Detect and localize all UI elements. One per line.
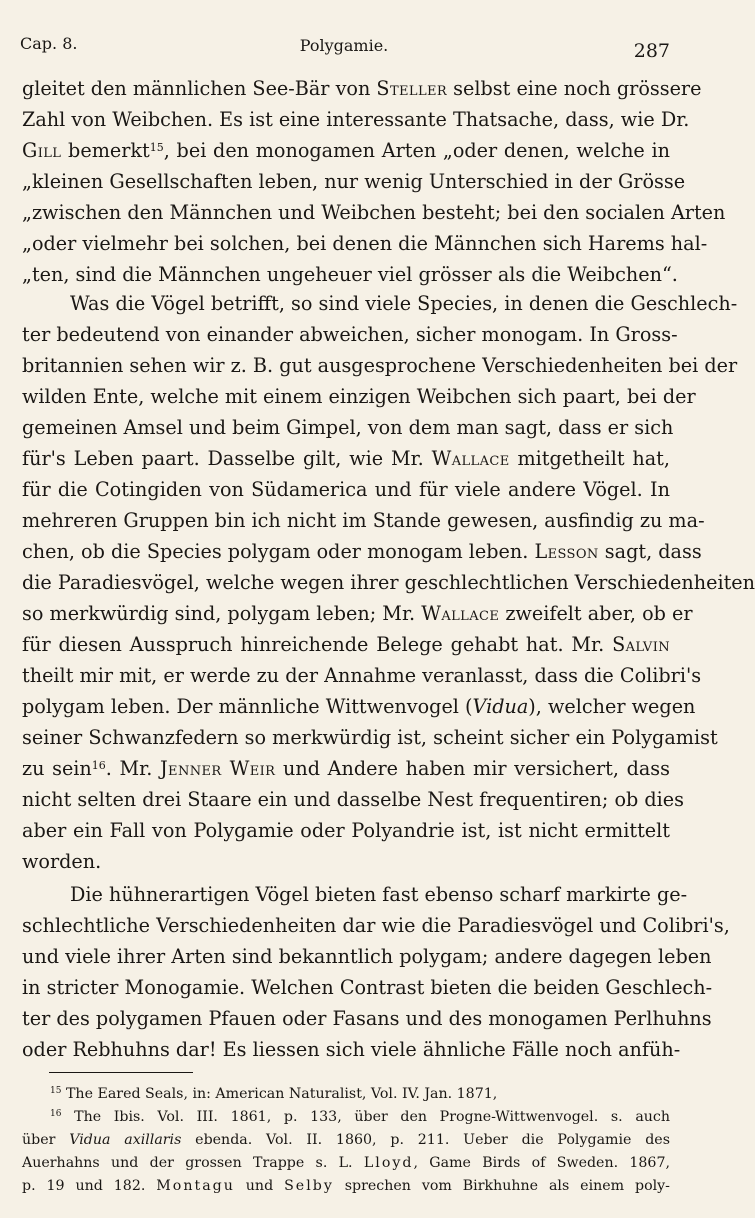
text-line: nicht selten drei Staare ein und dasselbe Nest frequentiren; ob dies [22,788,684,811]
text-line: Zahl von Weibchen. Es ist eine interessante Thatsache, dass, wie Dr. [22,108,690,131]
text-line: gleitet den männlichen See-Bär von Steller selbst eine noch grössere [22,77,702,100]
text-line: Gill bemerkt$^{15}$, bei den monogamen Arten „oder denen, welche in [22,139,670,162]
text-line: für diesen Ausspruch hinreichende Belege gehabt hat. Mr. Salvin [22,633,670,656]
footnote-line: p. 19 und 182. Montagu und Selby sprechen vom Birkhuhne als einem poly- [22,1178,670,1194]
text-line: Was die Vögel betrifft, so sind viele Species, in denen die Geschlech- [70,292,738,315]
footnote-line: $^{16}$ The Ibis. Vol. III. 1861, p. 133, über den Progne-Wittwenvogel. s. auch [50,1109,670,1125]
text-line: „oder vielmehr bei solchen, bei denen die Männchen sich Harems hal- [22,232,708,255]
text-line: Die hühnerartigen Vögel bieten fast ebenso scharf markirte ge- [70,883,688,906]
text-line: schlechtliche Verschiedenheiten dar wie die Paradiesvögel und Colibri's, [22,914,730,937]
footnote-line: $^{15}$ The Eared Seals, in: American Naturalist, Vol. IV. Jan. 1871, [50,1086,498,1102]
text-line: und viele ihrer Arten sind bekanntlich polygam; andere dagegen leben [22,945,712,968]
text-line: britannien sehen wir z. B. gut ausgesprochene Verschiedenheiten bei der [22,354,738,377]
text-line: worden. [22,850,102,873]
text-line: aber ein Fall von Polygamie oder Polyandrie ist, ist nicht ermittelt [22,819,670,842]
text-line: wilden Ente, welche mit einem einzigen Weibchen sich paart, bei der [22,385,696,408]
text-line: in stricter Monogamie. Welchen Contrast bieten die beiden Geschlech- [22,976,713,999]
text-line: für die Cotingiden von Südamerica und für viele andere Vögel. In [22,478,670,501]
footnote-rule [49,1072,193,1073]
text-line: theilt mir mit, er werde zu der Annahme veranlasst, dass die Colibri's [22,664,702,687]
footnote-line: Auerhahns und der grossen Trappe s. L. Lloyd, Game Birds of Sweden. 1867, [22,1155,670,1171]
text-line: ter bedeutend von einander abweichen, sicher monogam. In Gross- [22,323,678,346]
text-line: „ten, sind die Männchen ungeheuer viel grösser als die Weibchen“. [22,263,678,286]
chapter-label: Cap. 8. [20,34,78,53]
text-line: chen, ob die Species polygam oder monogam leben. Lesson sagt, dass [22,540,702,563]
text-line: mehreren Gruppen bin ich nicht im Stande gewesen, ausfindig zu ma- [22,509,705,532]
running-title: Polygamie. [299,36,389,55]
text-line: gemeinen Amsel und beim Gimpel, von dem man sagt, dass er sich [22,416,674,439]
text-line: oder Rebhuhns dar! Es liessen sich viele ähnliche Fälle noch anfüh- [22,1038,681,1061]
text-line: für's Leben paart. Dasselbe gilt, wie Mr. Wallace mitgetheilt hat, [22,447,670,470]
text-line: zu sein$^{16}$. Mr. Jenner Weir und Andere haben mir versichert, dass [22,757,670,780]
footnote-line: über Vidua axillaris ebenda. Vol. II. 1860, p. 211. Ueber die Polygamie des [22,1132,670,1148]
text-line: „zwischen den Männchen und Weibchen besteht; bei den socialen Arten [22,201,726,224]
text-line: so merkwürdig sind, polygam leben; Mr. Wallace zweifelt aber, ob er [22,602,693,625]
text-line: polygam leben. Der männliche Wittwenvogel (Vidua), welcher wegen [22,695,696,718]
text-line: „kleinen Gesellschaften leben, nur wenig Unterschied in der Grösse [22,170,686,193]
text-line: seiner Schwanzfedern so merkwürdig ist, scheint sicher ein Polygamist [22,726,718,749]
text-line: die Paradiesvögel, welche wegen ihrer geschlechtlichen Verschiedenheiten [22,571,755,594]
text-line: ter des polygamen Pfauen oder Fasans und des monogamen Perlhuhns [22,1007,712,1030]
page-number: 287 [633,40,670,62]
